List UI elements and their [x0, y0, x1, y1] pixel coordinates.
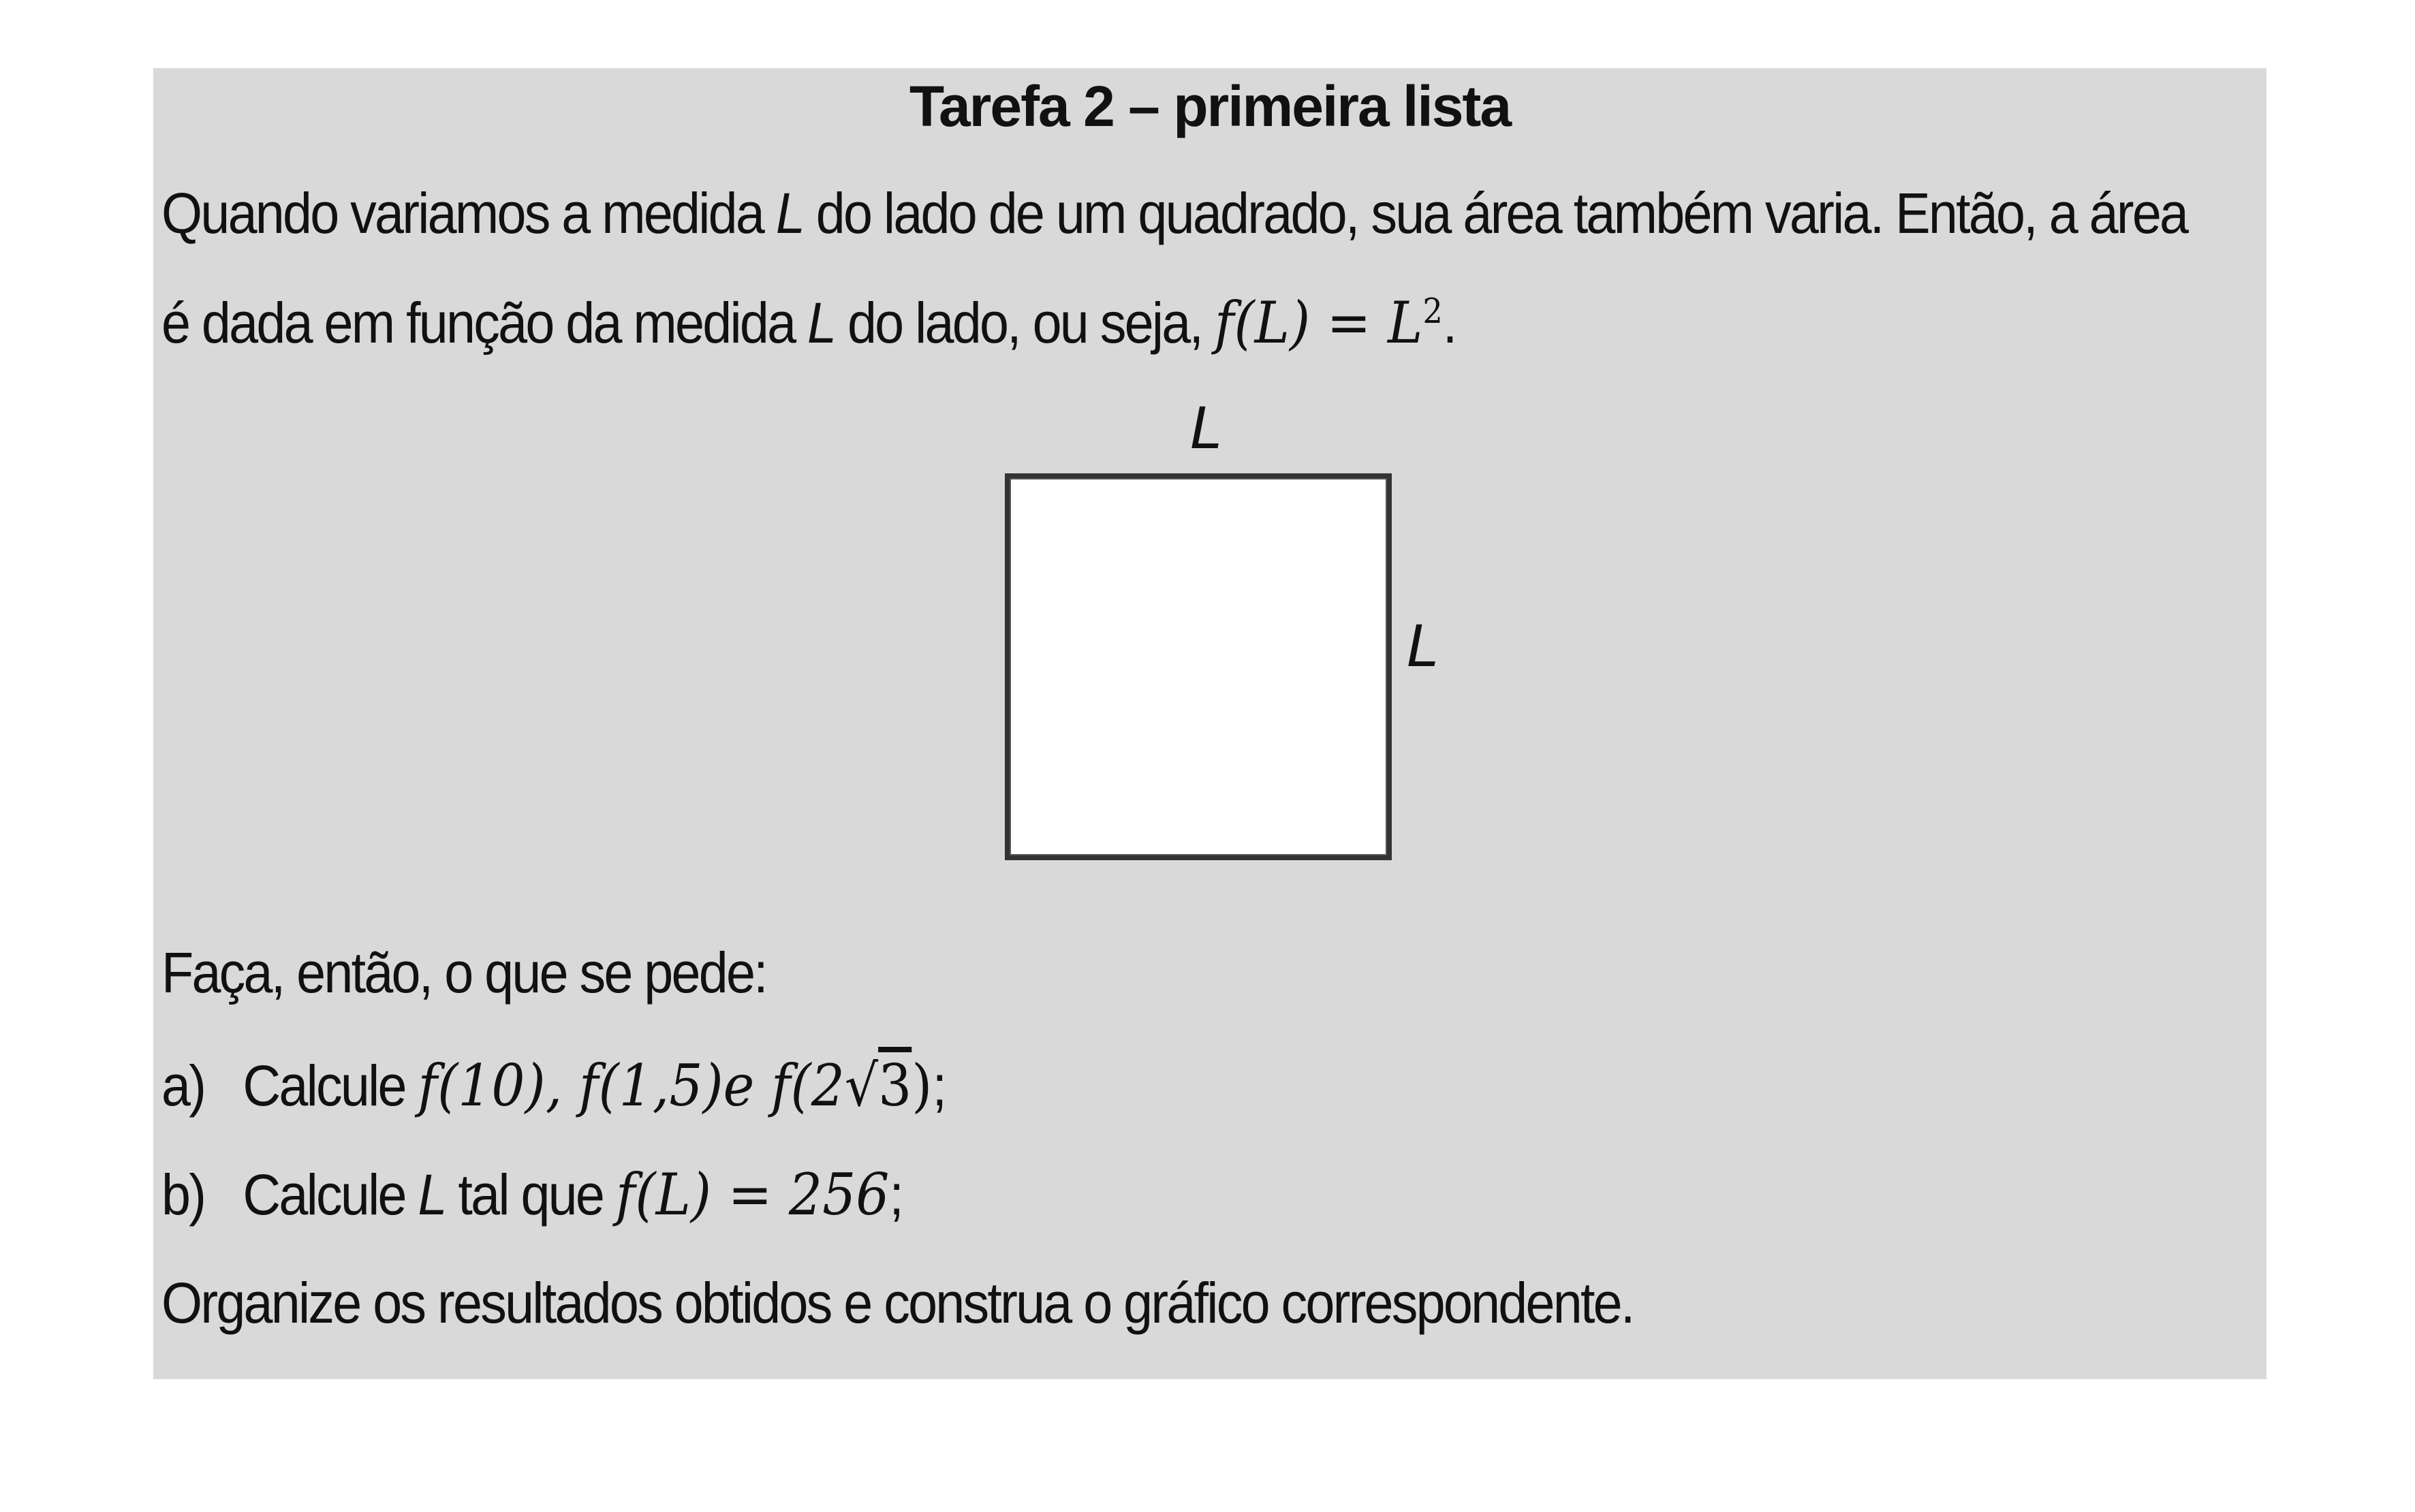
intro-text: é dada em função da medida: [161, 291, 808, 355]
item-b: [161, 1161, 902, 1228]
item-math-end: ): [912, 1052, 933, 1119]
item-marker: b): [161, 1163, 205, 1227]
intro-period: .: [1442, 291, 1456, 355]
square-top-label: L: [1190, 395, 1222, 462]
radicand: 3: [878, 1052, 912, 1119]
area-formula: f(L) = L: [1214, 289, 1423, 356]
variable-L: L: [807, 291, 835, 355]
item-end: ;: [932, 1054, 946, 1118]
instruction: Faça, então, o que se pede:: [161, 941, 766, 1005]
item-text: Calcule: [243, 1163, 418, 1227]
intro-text: do lado de um quadrado, sua área também varia. Então, a área: [803, 181, 2187, 245]
item-end: ;: [889, 1163, 903, 1227]
variable-L: L: [418, 1163, 446, 1227]
variable-L: L: [775, 181, 804, 245]
closing-text: Organize os resultados obtidos e construa o gráfico correspondente.: [161, 1271, 1634, 1335]
formula-exponent: 2: [1422, 291, 1443, 331]
task-panel: [153, 68, 2266, 1379]
item-text: tal que: [445, 1163, 616, 1227]
intro-line-2: [161, 289, 1456, 356]
task-title: Tarefa 2 – primeira lista: [909, 74, 1511, 138]
intro-line-1: [161, 180, 2187, 247]
intro-text: do lado, ou seja,: [835, 291, 1215, 355]
square-figure: [1005, 473, 1392, 860]
item-a: [161, 1052, 945, 1119]
item-math: f(10), f(1,5)e f(2√: [418, 1052, 879, 1119]
intro-text: Quando variamos a medida: [161, 181, 776, 245]
item-math: f(L) = 256: [615, 1161, 890, 1228]
item-marker: a): [161, 1054, 205, 1118]
item-text: Calcule: [243, 1054, 418, 1118]
square-side-label: L: [1407, 613, 1439, 680]
